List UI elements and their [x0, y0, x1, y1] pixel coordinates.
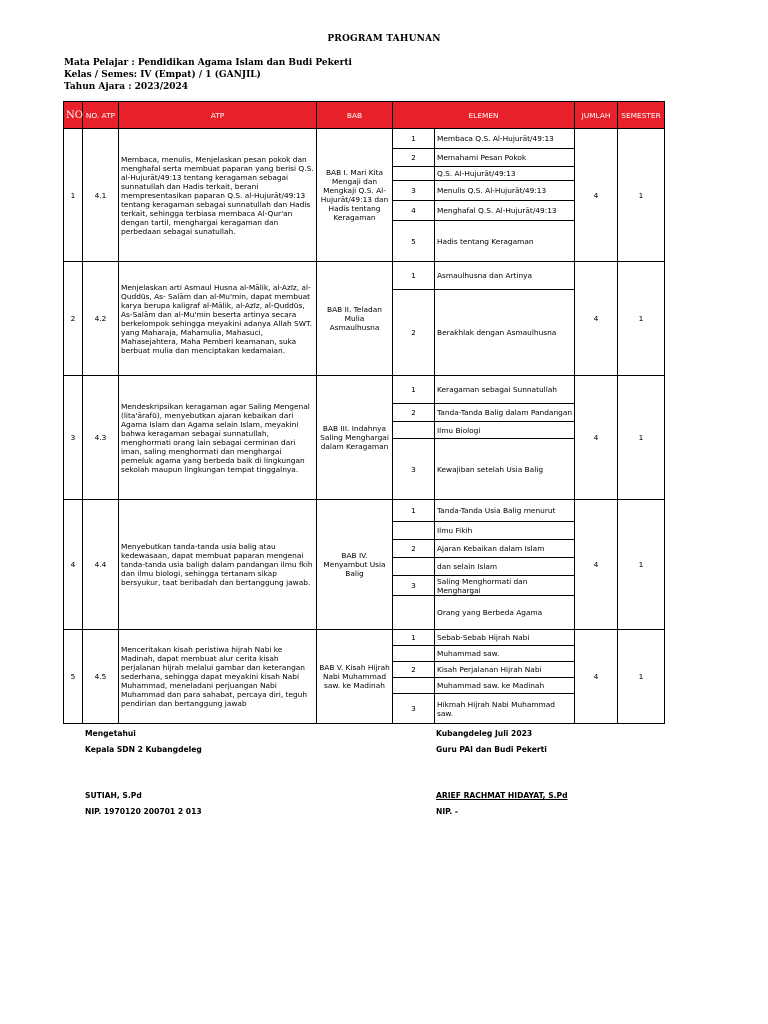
footer-teacher-nip: NIP. - — [436, 807, 459, 816]
meta-subject: Mata Pelajar : Pendidikan Agama Islam dan Budi Pekerti — [64, 58, 352, 68]
element-number: 1 — [393, 500, 435, 522]
atp-number: 4.3 — [83, 376, 119, 500]
table-row — [64, 262, 665, 290]
footer-principal-name: SUTIAH, S.Pd — [85, 791, 142, 800]
row-number: 4 — [64, 500, 83, 630]
element-text: Hikmah Hijrah Nabi Muhammad saw. — [435, 694, 575, 724]
semester: 1 — [618, 376, 665, 500]
atp-description: Menceritakan kisah peristiwa hijrah Nabi ke Madinah, dapat membuat alur cerita kisah perjalanan hijrah melalui gambar dan keterangan sederhana, sehingga dapat meyakini kisah Nabi Muhammad, meneladani perjuangan Nabi Muhammad dan para sahabat, percaya diri, teguh pendirian dan bertanggung jawab — [119, 630, 317, 724]
header-bab: BAB — [317, 102, 393, 129]
element-number — [393, 678, 435, 694]
element-text: Ilmu Biologi — [435, 422, 575, 439]
header-atp: ATP — [119, 102, 317, 129]
footer-teacher-title: Guru PAI dan Budi Pekerti — [436, 745, 547, 754]
element-number: 3 — [393, 576, 435, 596]
element-number: 2 — [393, 540, 435, 558]
element-number — [393, 558, 435, 576]
semester: 1 — [618, 262, 665, 376]
element-number: 3 — [393, 181, 435, 201]
table-row — [64, 376, 665, 404]
meta-class-semester: Kelas / Semes: IV (Empat) / 1 (GANJIL) — [64, 70, 261, 80]
element-text: Keragaman sebagai Sunnatullah — [435, 376, 575, 404]
element-number: 2 — [393, 290, 435, 376]
semester: 1 — [618, 630, 665, 724]
element-text: Asmaulhusna dan Artinya — [435, 262, 575, 290]
document-title: PROGRAM TAHUNAN — [327, 34, 441, 44]
header-no: NO — [64, 102, 83, 129]
element-number: 1 — [393, 262, 435, 290]
element-number: 2 — [393, 149, 435, 167]
element-number — [393, 646, 435, 662]
element-text: Sebab-Sebab Hijrah Nabi — [435, 630, 575, 646]
table-row — [64, 500, 665, 522]
atp-number: 4.1 — [83, 129, 119, 262]
footer-principal-nip: NIP. 1970120 200701 2 013 — [85, 807, 202, 816]
element-number — [393, 422, 435, 439]
chapter-title: BAB II. Teladan Mulia Asmaulhusna — [317, 262, 393, 376]
total-hours: 4 — [575, 630, 618, 724]
table-header-row — [64, 102, 665, 129]
element-number: 1 — [393, 376, 435, 404]
row-number: 3 — [64, 376, 83, 500]
row-number: 2 — [64, 262, 83, 376]
element-number: 1 — [393, 630, 435, 646]
element-text: Kisah Perjalanan Hijrah Nabi — [435, 662, 575, 678]
element-text: Kewajiban setelah Usia Balig — [435, 439, 575, 500]
element-text: Menghafal Q.S. Al-Hujurāt/49:13 — [435, 201, 575, 221]
row-number: 5 — [64, 630, 83, 724]
footer-principal-title: Kepala SDN 2 Kubangdeleg — [85, 745, 202, 754]
chapter-title: BAB III. Indahnya Saling Menghargai dalam Keragaman — [317, 376, 393, 500]
element-number: 2 — [393, 662, 435, 678]
chapter-title: BAB IV. Menyambut Usia Balig — [317, 500, 393, 630]
element-text: Q.S. Al-Hujurāt/49:13 — [435, 167, 575, 181]
total-hours: 4 — [575, 262, 618, 376]
semester: 1 — [618, 129, 665, 262]
atp-number: 4.2 — [83, 262, 119, 376]
header-jumlah: JUMLAH — [575, 102, 618, 129]
footer-place-date: Kubangdeleg Juli 2023 — [436, 729, 533, 738]
table-row — [64, 630, 665, 646]
element-text: dan selain Islam — [435, 558, 575, 576]
element-number: 3 — [393, 694, 435, 724]
element-text: Saling Menghormati dan Menghargai — [435, 576, 575, 596]
total-hours: 4 — [575, 500, 618, 630]
element-number: 4 — [393, 201, 435, 221]
atp-description: Mendeskripsikan keragaman agar Saling Mengenal (lita'ārafū), menyebutkan ajaran kebaikan dari Agama Islam dan Agama selain Islam, meyakini bahwa keragaman sebagai sunnatullah, menghormati orang lain sebagai cerminan dari iman, saling menghormati dan menghargai pemeluk agama yang berbeda baik di lingkungan sekolah maupun lingkungan tempat tinggalnya. — [119, 376, 317, 500]
element-text: Orang yang Berbeda Agama — [435, 596, 575, 630]
element-text: Muhammad saw. ke Madinah — [435, 678, 575, 694]
element-text: Tanda-Tanda Usia Balig menurut — [435, 500, 575, 522]
element-number: 3 — [393, 439, 435, 500]
total-hours: 4 — [575, 129, 618, 262]
total-hours: 4 — [575, 376, 618, 500]
element-number: 2 — [393, 404, 435, 422]
chapter-title: BAB V. Kisah Hijrah Nabi Muhammad saw. ke Madinah — [317, 630, 393, 724]
element-text: Tanda-Tanda Balig dalam Pandangan — [435, 404, 575, 422]
meta-school-year: Tahun Ajara : 2023/2024 — [64, 82, 189, 92]
chapter-title: BAB I. Mari Kita Mengaji dan Mengkaji Q.S. Al-Hujurāt/49:13 dan Hadis tentang Keragaman — [317, 129, 393, 262]
atp-number: 4.4 — [83, 500, 119, 630]
element-number — [393, 596, 435, 630]
header-semester: SEMESTER — [618, 102, 665, 129]
element-number — [393, 167, 435, 181]
atp-number: 4.5 — [83, 630, 119, 724]
annual-program-table — [63, 101, 665, 724]
element-text: Memahami Pesan Pokok — [435, 149, 575, 167]
element-text: Membaca Q.S. Al-Hujurāt/49:13 — [435, 129, 575, 149]
header-elemen: ELEMEN — [393, 102, 575, 129]
header-no-atp: NO. ATP — [83, 102, 119, 129]
element-number: 5 — [393, 221, 435, 262]
semester: 1 — [618, 500, 665, 630]
element-text: Berakhlak dengan Asmaulhusna — [435, 290, 575, 376]
atp-description: Menyebutkan tanda-tanda usia balig atau kedewasaan, dapat membuat paparan mengenai tanda-tanda usia baligh dalam pandangan ilmu fkih dan ilmu biologi, sehingga tertanam sikap bersyukur, taat beribadah dan bertanggung jawab. — [119, 500, 317, 630]
atp-description: Menjelaskan arti Asmaul Husna al-Mālik, al-Azīz, al-Quddūs, As- Salām dan al-Mu'min, dapat membuat karya berupa kaligraf al-Mālik, al-Azīz, al-Quddūs, As-Salām dan al-Mu'min beserta artinya secara berkelompok sehingga meyakini adanya Allah SWT. yang Maharaja, Mahamulia, Mahasuci, Mahasejahtera, Maha Pemberi keamanan, suka berbuat mulia dan menciptakan kedamaian. — [119, 262, 317, 376]
table-row — [64, 129, 665, 149]
element-text: Muhammad saw. — [435, 646, 575, 662]
element-text: Ajaran Kebaikan dalam Islam — [435, 540, 575, 558]
footer-acknowledged: Mengetahui — [85, 729, 136, 738]
element-number — [393, 522, 435, 540]
element-number: 1 — [393, 129, 435, 149]
row-number: 1 — [64, 129, 83, 262]
atp-description: Membaca, menulis, Menjelaskan pesan pokok dan menghafal serta membuat paparan yang berisi Q.S. al-Hujurāt/49:13 tentang keragaman sebagai sunnatullah dan Hadis terkait, berani mempresentasikan paparan Q.S. al-Hujurāt/49:13 tentang keragaman sebagai sunnatullah dan Hadis terkait, sehingga terbiasa membaca Al-Qur'an dengan tartil, menghargai keragaman dan perbedaan sebagai sunatullah. — [119, 129, 317, 262]
element-text: Menulis Q.S. Al-Hujurāt/49:13 — [435, 181, 575, 201]
element-text: Hadis tentang Keragaman — [435, 221, 575, 262]
footer-teacher-name: ARIEF RACHMAT HIDAYAT, S.Pd — [436, 791, 568, 800]
element-text: Ilmu Fikih — [435, 522, 575, 540]
